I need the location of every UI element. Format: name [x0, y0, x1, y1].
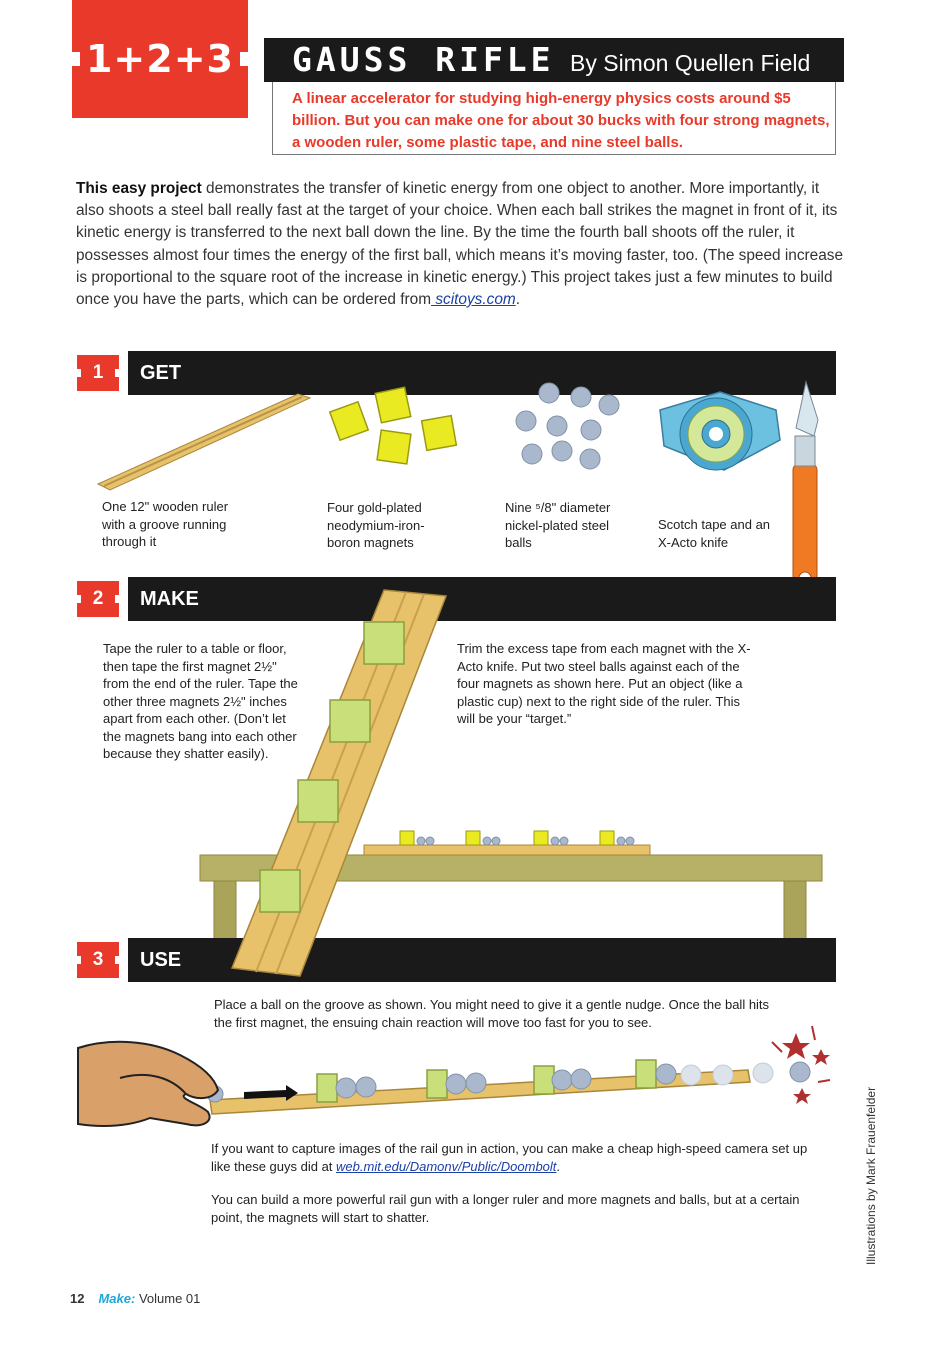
use-text-top: Place a ball on the groove as shown. You might need to give it a gentle nudge. Once the ball hits the first magnet, the ensuing chain reaction will move too fast for you to see. — [214, 997, 770, 1030]
diagonal-ruler-illustration — [232, 590, 446, 976]
page-number: 12 — [70, 1291, 85, 1306]
intro-lead: This easy project — [76, 180, 202, 197]
make-number: 2 — [77, 581, 119, 617]
intro-end: . — [515, 291, 520, 309]
ruler-caption: One 12" wooden ruler with a groove running through it — [102, 499, 229, 549]
railgun-illustration — [207, 1026, 830, 1114]
series-badge: 1+2+3 — [72, 0, 248, 118]
get-number: 1 — [77, 355, 119, 391]
hand-illustration — [78, 1042, 218, 1126]
make-label: MAKE — [140, 588, 199, 610]
magnets-caption: Four gold-plated neodymium-iron-boron magnets — [327, 500, 425, 550]
balls-caption: Nine ⁵/8" diameter nickel-plated steel balls — [505, 500, 611, 550]
use-label: USE — [140, 949, 182, 971]
use-text-p1-body: If you want to capture images of the rail gun in action, you can make a cheap high-speed camera set up like these guys did at — [211, 1141, 808, 1174]
subtitle: A linear accelerator for studying high-energy physics costs around $5 billion. But you can make one for about 30 bucks with four strong magnets, a wooden ruler, some plastic tape, and nine steel balls. — [292, 90, 830, 151]
use-number: 3 — [77, 942, 119, 978]
article-title: GAUSS RIFLE — [292, 40, 555, 79]
use-text-p1-end: . — [556, 1158, 561, 1174]
scitoys-link[interactable]: scitoys.com — [431, 291, 516, 309]
get-label: GET — [140, 362, 182, 384]
illustration-credit: Illustrations by Mark Frauenfelder — [864, 1086, 878, 1265]
use-text-p1 — [211, 1140, 821, 1175]
volume-label: Volume 01 — [135, 1291, 201, 1306]
byline: By Simon Quellen Field — [570, 50, 811, 76]
brand-name: Make: — [98, 1291, 136, 1306]
use-text-p2: You can build a more powerful rail gun with a longer ruler and more magnets and balls, but at a certain point, the magnets will start to shatter. — [211, 1192, 800, 1225]
make-text-right: Trim the excess tape from each magnet with the X-Acto knife. Put two steel balls against each of the four magnets as shown here. Put an object (like a plastic cup) next to the right side of the ruler. This will be your “target.” — [457, 641, 751, 726]
page-footer — [70, 1291, 200, 1306]
make-text-left: Tape the ruler to a table or floor, then tape the first magnet 2½" from the end of the ruler. Tape the other three magnets 2½" inches apart from each other. (Don’t let the magnets bang into each other because they shatter easily). — [103, 641, 298, 761]
tape-caption: Scotch tape and an X-Acto knife — [658, 517, 771, 550]
mit-link[interactable]: web.mit.edu/Damonv/Public/Doombolt — [336, 1158, 557, 1174]
intro-text: demonstrates the transfer of kinetic energy from one object to another. More importantly, it also shoots a steel ball really fast at the target of your choice. When each ball strikes the magnet in front of it, its kinetic energy is transferred to the next ball down the line. By the time the fourth ball shoots off the ruler, it possesses almost four times the energy of the first ball, which means it’s moving faster, too. (The speed increase is proportional to the square root of the increase in kinetic energy.) This project takes just a few minutes to build once you have the parts, which can be ordered from — [76, 180, 844, 309]
